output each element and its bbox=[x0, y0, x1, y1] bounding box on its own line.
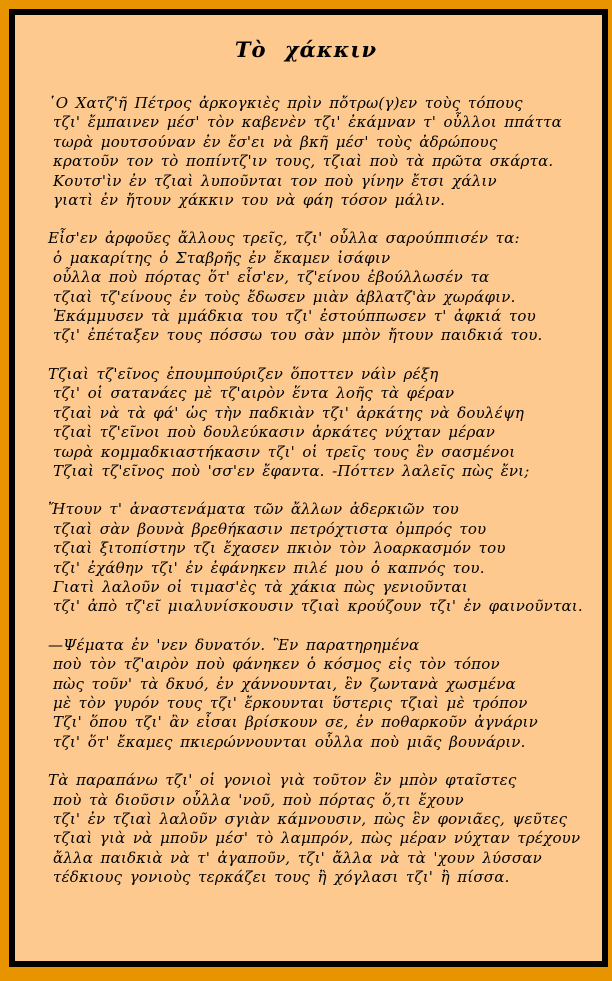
poem-line: τωρὰ μουτσούναν ἐν ἔσ'ει νὰ βκῆ μέσ' τοὺς ἀδρώπους bbox=[53, 132, 498, 151]
poem-line: τζιαὶ νὰ τὰ φά' ὡς τὴν παδκιὰν τζι' ἀρκάτης νὰ δουλέψη bbox=[53, 403, 525, 422]
poem-line: Κουτσ'ὶν ἐν τζιαὶ λυποῦνται τον ποὺ γίνην ἔτσι χάλιν bbox=[53, 171, 497, 190]
poem-line: τζιαὶ τζ'είνους ἐν τοὺς ἔδωσεν μιὰν ἀβλατζ'ὰν χωράφιν. bbox=[53, 287, 516, 306]
poem-line: τζι' ἔμπαινεν μέσ' τὸν καβενὲν τζι' ἐκάμναν τ' οὗλλοι ππάττα bbox=[53, 113, 563, 132]
poem-line: τζι' ἀπὸ τζ'εῖ μιαλυνίσκουσιν τζιαὶ κρούζουν τζι' ἐν φαινοῦνται. bbox=[53, 597, 583, 616]
poem-line: τζι' ἐχάθην τζι' ἐν ἐφάνηκεν πιλέ μου ὁ καπνός του. bbox=[53, 558, 485, 577]
poem-line: Ἤτουν τ' ἀναστενάματα τῶν ἄλλων ἀδερκιῶν του bbox=[48, 500, 459, 519]
poem-body bbox=[48, 94, 594, 888]
poem-line: τωρὰ κομμαδκιαστήκασιν τζι' οἱ τρεῖς τους ἓν σασμένοι bbox=[53, 442, 516, 461]
poem-line: ποὺ τὰ διοῦσιν οὗλλα 'νοῦ, ποὺ πόρτας ὅ,τι ἔχουν bbox=[53, 790, 464, 809]
poem-line: Εἶσ'εν ἀρφοῦες ἄλλους τρεῖς, τζι' οὗλλα σαρούππισέν τα: bbox=[48, 229, 520, 248]
page-frame bbox=[9, 9, 608, 967]
poem-line: τζιαὶ τζ'εῖνοι ποὺ δουλεύκασιν ἀρκάτες νύχταν μέραν bbox=[53, 423, 496, 442]
poem-line: Γιατὶ λαλοῦν οἱ τιμασ'ὲς τὰ χάκια πὼς γενιοῦνται bbox=[53, 577, 468, 596]
stanza-2 bbox=[48, 229, 594, 345]
poem-line: Τζι' ὅπου τζι' ἂν εἶσαι βρίσκουν σε, ἐν ποθαρκοῦν ἀγνάριν bbox=[53, 713, 538, 732]
poem-line: κρατοῦν τον τὸ ποπίντζ'ιν τους, τζιαὶ ποὺ τὰ πρῶτα σκάρτα. bbox=[53, 152, 554, 171]
stanza-4 bbox=[48, 500, 594, 616]
poem-line: οὗλλα ποὺ πόρτας ὅτ' εἶσ'εν, τζ'είνου ἐβούλλωσέν τα bbox=[53, 268, 490, 287]
poem-line: ποὺ τὸν τζ'αιρὸν ποὺ φάνηκεν ὁ κόσμος εἰς τὸν τόπον bbox=[53, 655, 500, 674]
poem-line: μὲ τὸν γυρόν τους τζι' ἔρκουνται ὕστερις τζιαὶ μὲ τρόπον bbox=[53, 693, 528, 712]
poem-line: Ἐκάμμυσεν τὰ μμάδκια του τζι' ἐστούππωσεν τ' ἀφκιά του bbox=[53, 307, 536, 326]
poem-line: —Ψέματα ἐν 'νεν δυνατόν. Ἓν παρατηρημένα bbox=[48, 635, 420, 654]
poem-line: ὁ μακαρίτης ὁ Σταβρῆς ἐν ἔκαμεν ἰσάφιν bbox=[53, 248, 391, 267]
stanza-5 bbox=[48, 636, 594, 752]
poem-line: τζιαὶ σὰν βουνὰ βρεθήκασιν πετρόχτιστα ὀμπρός του bbox=[53, 519, 487, 538]
poem-title: Τὸ χάκκιν bbox=[234, 37, 378, 62]
stanza-1 bbox=[48, 94, 594, 210]
poem-line: Τὰ παραπάνω τζι' οἱ γονιοὶ γιὰ τοῦτον ἓν μπὸν φταῖστες bbox=[48, 771, 517, 790]
poem-line: τζι' ἐν τζιαὶ λαλοῦν σγιὰν κάμνουσιν, πὼς ἓν φονιᾶες, ψεῦτες bbox=[53, 810, 568, 828]
poem-line: τζι' ὅτ' ἔκαμες πκιερώννουνται οὗλλα ποὺ μιᾶς βουνάριν. bbox=[53, 732, 526, 751]
poem-line: τζι' οἱ σατανάες μὲ τζ'αιρὸν ἕντα λοῆς τὰ φέραν bbox=[53, 384, 455, 403]
poem-line: γιατὶ ἐν ἤτουν χάκκιν του νὰ φάη τόσον μάλιν. bbox=[53, 191, 446, 210]
poem-line: ῾Ο Χατζ'ῆ Πέτρος ἀρκογκιὲς πρὶν πὄτρω(γ)εν τοὺς τόπους bbox=[48, 94, 523, 112]
poem-line: τζιαὶ γιὰ νὰ μποῦν μέσ' τὸ λαμπρόν, πὼς μέραν νύχταν τρέχουν bbox=[53, 829, 581, 848]
poem-line: τέδκιους γονιοὺς τερκάζει τους ἢ χόγλασι τζι' ἢ πίσσα. bbox=[53, 868, 510, 887]
poem-line: Τζιαὶ τζ'εῖνος ἐπουμπούριζεν ὅποττεν νάὶν ρέξη bbox=[48, 364, 439, 383]
stanza-3 bbox=[48, 365, 594, 481]
poem-line: Τζιαὶ τζ'εῖνος ποὺ 'σσ'εν ἔφαντα. -Πόττεν λαλεῖς πὼς ἔνι; bbox=[53, 461, 530, 480]
page-content bbox=[15, 15, 602, 888]
poem-line: τζιαὶ ξιτοπίστην τζι ἔχασεν πκιὸν τὸν λοαρκασμόν του bbox=[53, 539, 506, 558]
poem-line: τζι' ἐπέταξεν τους πόσσω του σὰν μπὸν ἤτουν παιδκιά του. bbox=[53, 326, 543, 345]
stanza-6 bbox=[48, 771, 594, 887]
poem-line: ἄλλα παιδκιὰ νὰ τ' ἀγαποῦν, τζι' ἄλλα νὰ τὰ 'χουν λύσσαν bbox=[53, 848, 542, 867]
poem-line: πὼς τοῦν' τὰ δκυό, ἐν χάννουνται, ἓν ζωντανὰ χωσμένα bbox=[53, 674, 516, 693]
